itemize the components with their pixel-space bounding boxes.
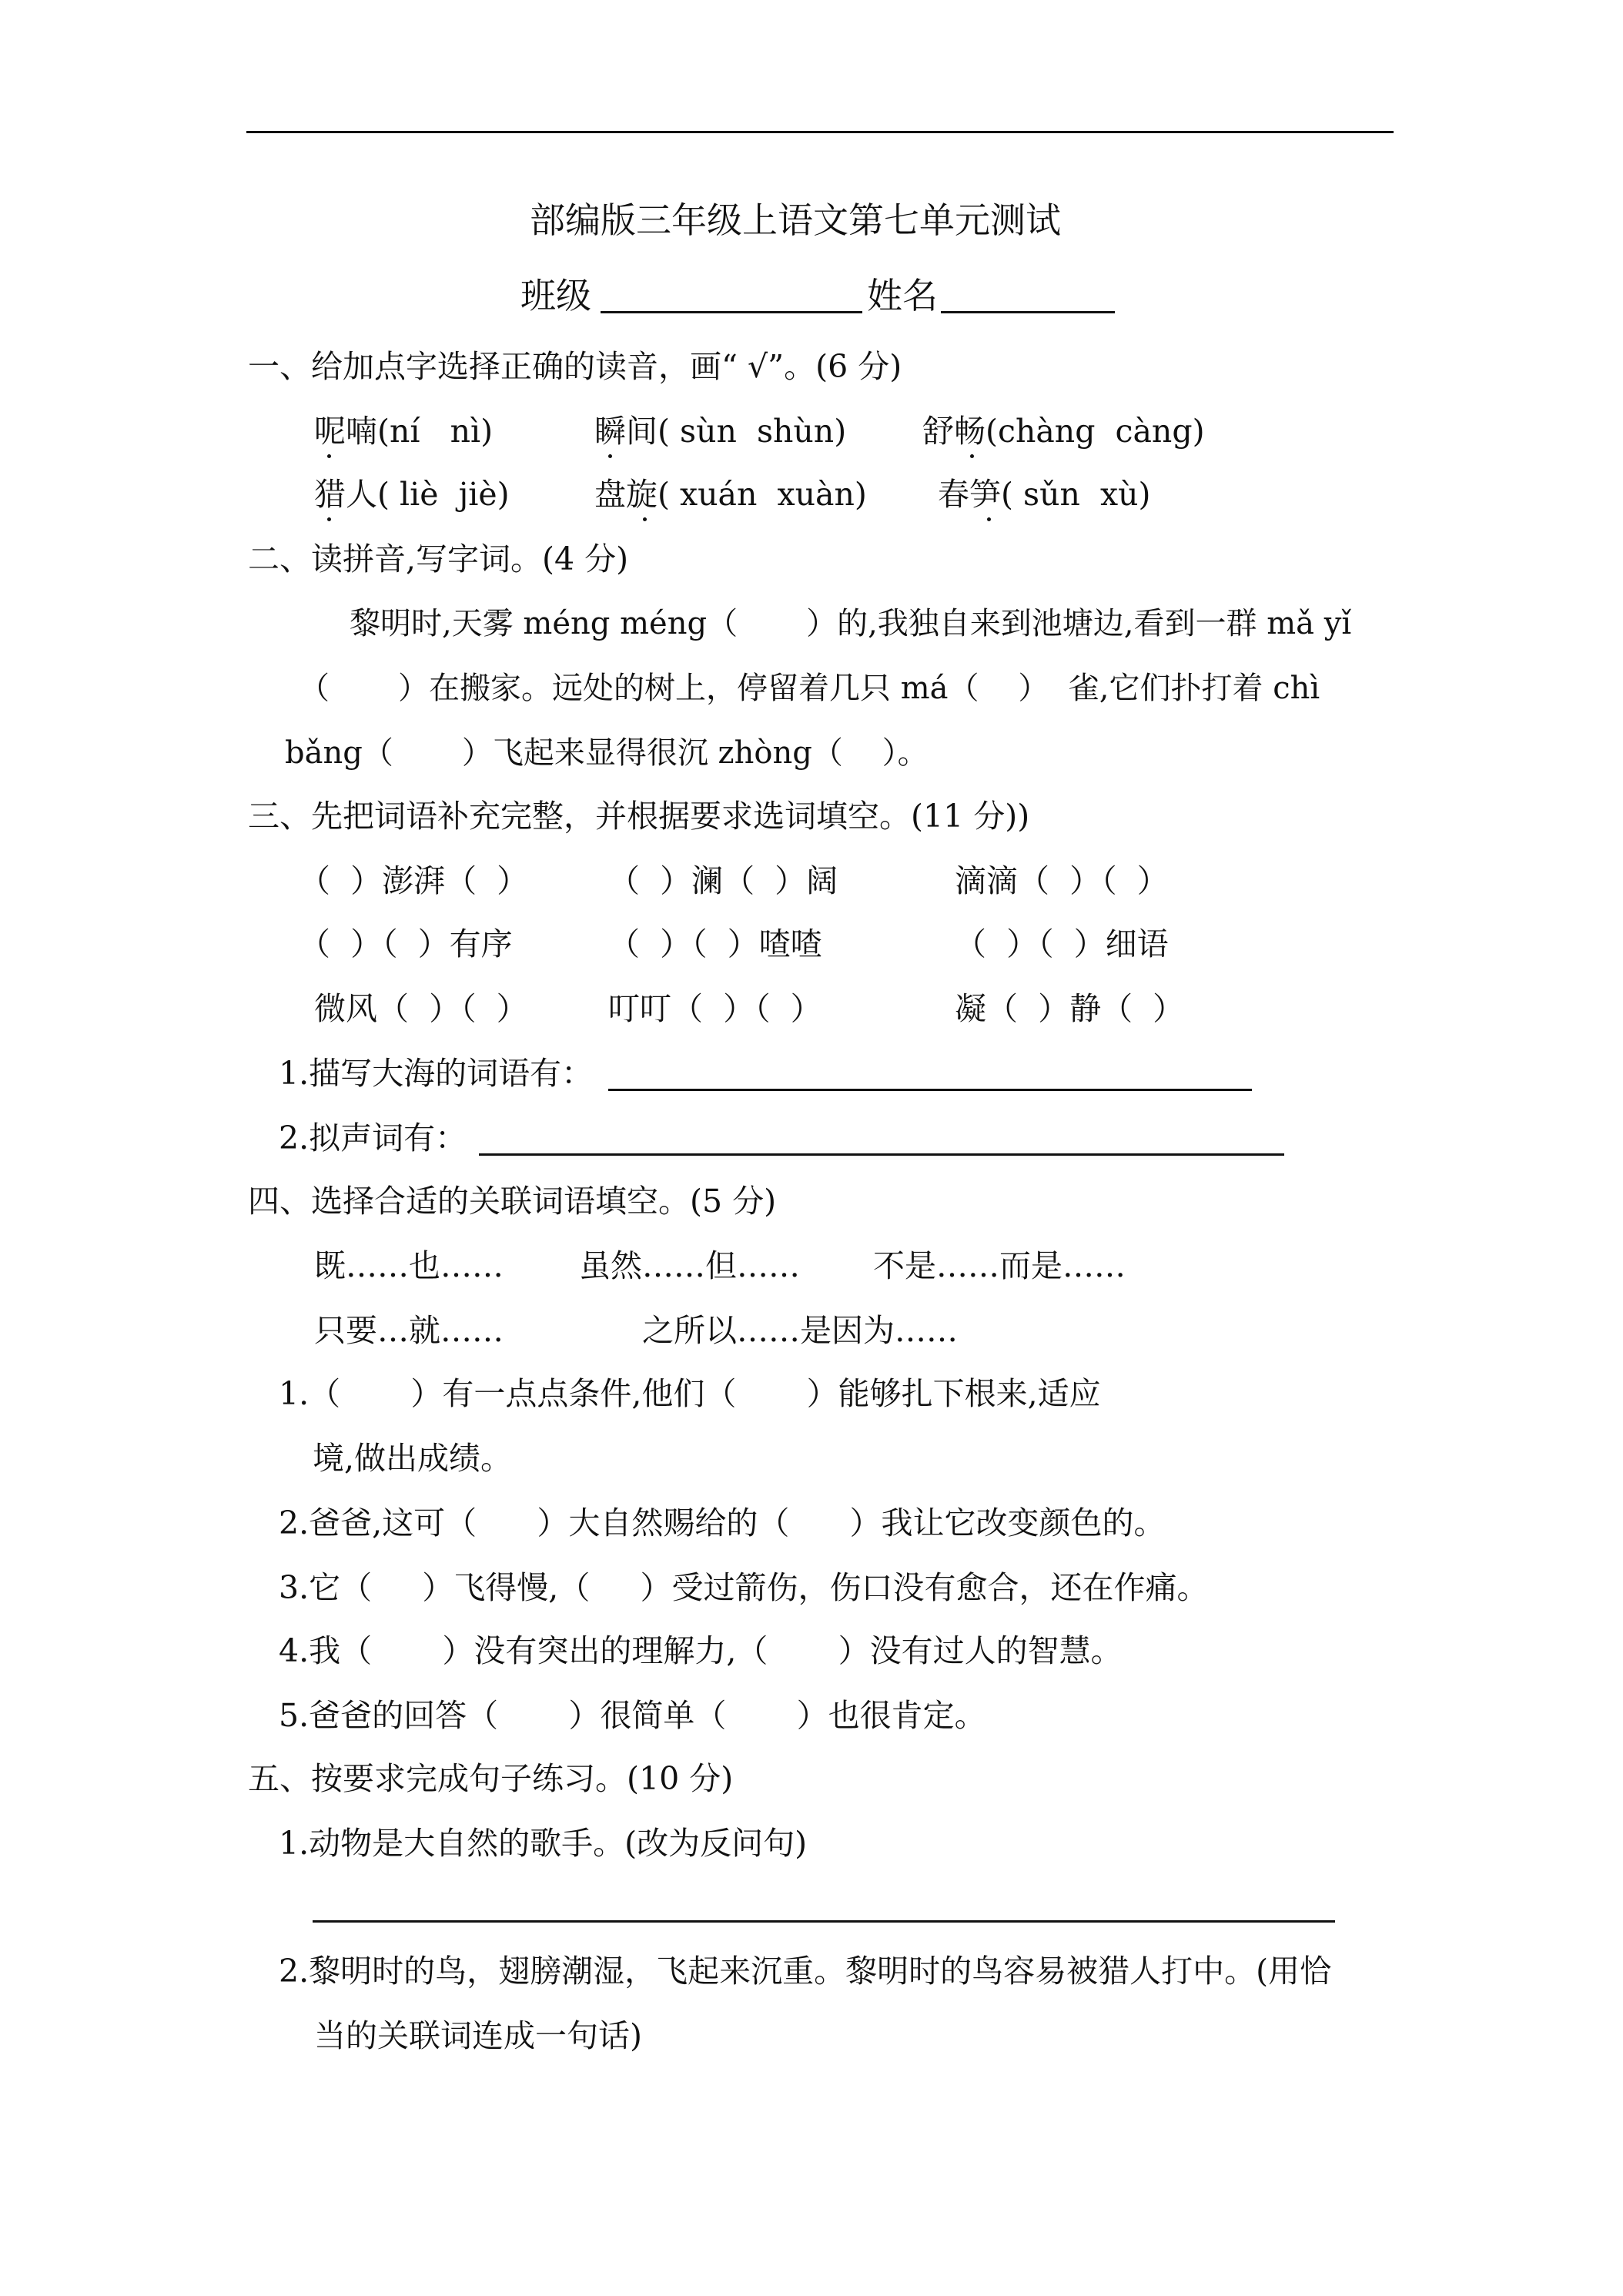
s1-item: 呢喃(ní nì) [314,413,494,450]
section-2-heading: 二、读拼音,写字词。(4 分) [248,541,629,577]
s5-question-2: 当的关联词连成一句话) [314,2017,642,2054]
s4-option: 既……也…… [314,1247,504,1284]
s4-question: 2.爸爸,这可（ ）大自然赐给的（ ）我让它改变颜色的。 [279,1504,1166,1541]
s3-item: 滴滴（ ）（ ） [955,862,1169,899]
s5-question-2: 2.黎明时的鸟，翅膀潮湿，飞起来沉重。黎明时的鸟容易被猎人打中。(用恰 [279,1953,1332,1990]
s3-question-1: 1.描写大海的词语有： [279,1055,594,1092]
s1-item: 猎人( liè jiè) [314,476,510,513]
section-5-heading: 五、按要求完成句子练习。(10 分) [248,1760,734,1797]
page-title: 部编版三年级上语文第七单元测试 [530,199,1061,241]
emphasis-dot [608,454,612,458]
s4-question: 5.爸爸的回答（ ）很简单（ ）也很肯定。 [279,1697,986,1734]
emphasis-dot [970,454,974,458]
s1-item: 舒畅(chàng càng) [922,413,1205,450]
s1-item: 春笋( sǔn xù) [938,476,1151,513]
emphasis-dot [643,517,647,521]
emphasis-dot [327,517,331,521]
s4-question: 3.它（ ）飞得慢,（ ）受过箭伤，伤口没有愈合，还在作痛。 [279,1569,1209,1606]
s3-item: （ ）澎湃（ ） [299,862,529,899]
s4-option: 只要…就…… [314,1312,504,1349]
s4-option: 虽然……但…… [579,1247,800,1284]
s4-option: 不是……而是…… [873,1247,1126,1284]
s2-line: （ ）在搬家。远处的树上，停留着几只 má（ ） 雀,它们扑打着 chì [299,671,1320,706]
s3-item: 凝（ ）静（ ） [955,990,1185,1027]
s4-question: 4.我（ ）没有突出的理解力,（ ）没有过人的智慧。 [279,1632,1123,1669]
answer-line[interactable] [608,1089,1252,1091]
s3-item: 微风（ ）（ ） [314,990,528,1027]
class-label: 班级 [520,275,591,316]
s3-item: 叮叮（ ）（ ） [608,990,822,1027]
s3-item: （ ）澜（ ）阔 [608,862,838,899]
emphasis-dot [987,517,991,521]
class-blank[interactable] [601,311,862,313]
s1-item: 盘旋( xuán xuàn) [594,476,867,513]
s3-item: （ ）（ ）有序 [299,925,513,962]
s2-line: 黎明时,天雾 méng méng（ ）的,我独自来到池塘边,看到一群 mǎ yǐ [350,606,1352,641]
emphasis-dot [327,454,331,458]
section-4-heading: 四、选择合适的关联词语填空。(5 分) [248,1183,777,1220]
s1-item: 瞬间( sùn shùn) [594,413,847,450]
s4-option: 之所以……是因为…… [642,1312,958,1349]
s3-question-2: 2.拟声词有： [279,1120,467,1156]
answer-line[interactable] [479,1153,1284,1156]
section-3-heading: 三、先把词语补充完整，并根据要求选词填空。(11 分)) [248,798,1030,835]
s3-item: （ ）（ ）喳喳 [608,925,822,962]
section-1-heading: 一、给加点字选择正确的读音，画“ √”。(6 分) [248,348,902,385]
header-rule [246,131,1394,133]
s5-question-1: 1.动物是大自然的歌手。(改为反问句) [279,1825,808,1862]
s2-line: bǎng（ ）飞起来显得很沉 zhòng（ ）。 [285,735,929,771]
answer-line[interactable] [313,1920,1335,1923]
name-blank[interactable] [941,311,1115,313]
name-label: 姓名 [867,275,938,316]
s3-item: （ ）（ ）细语 [955,925,1169,962]
s4-question: 1.（ ）有一点点条件,他们（ ）能够扎下根来,适应 [279,1375,1101,1412]
s4-question: 境,做出成绩。 [313,1440,513,1477]
